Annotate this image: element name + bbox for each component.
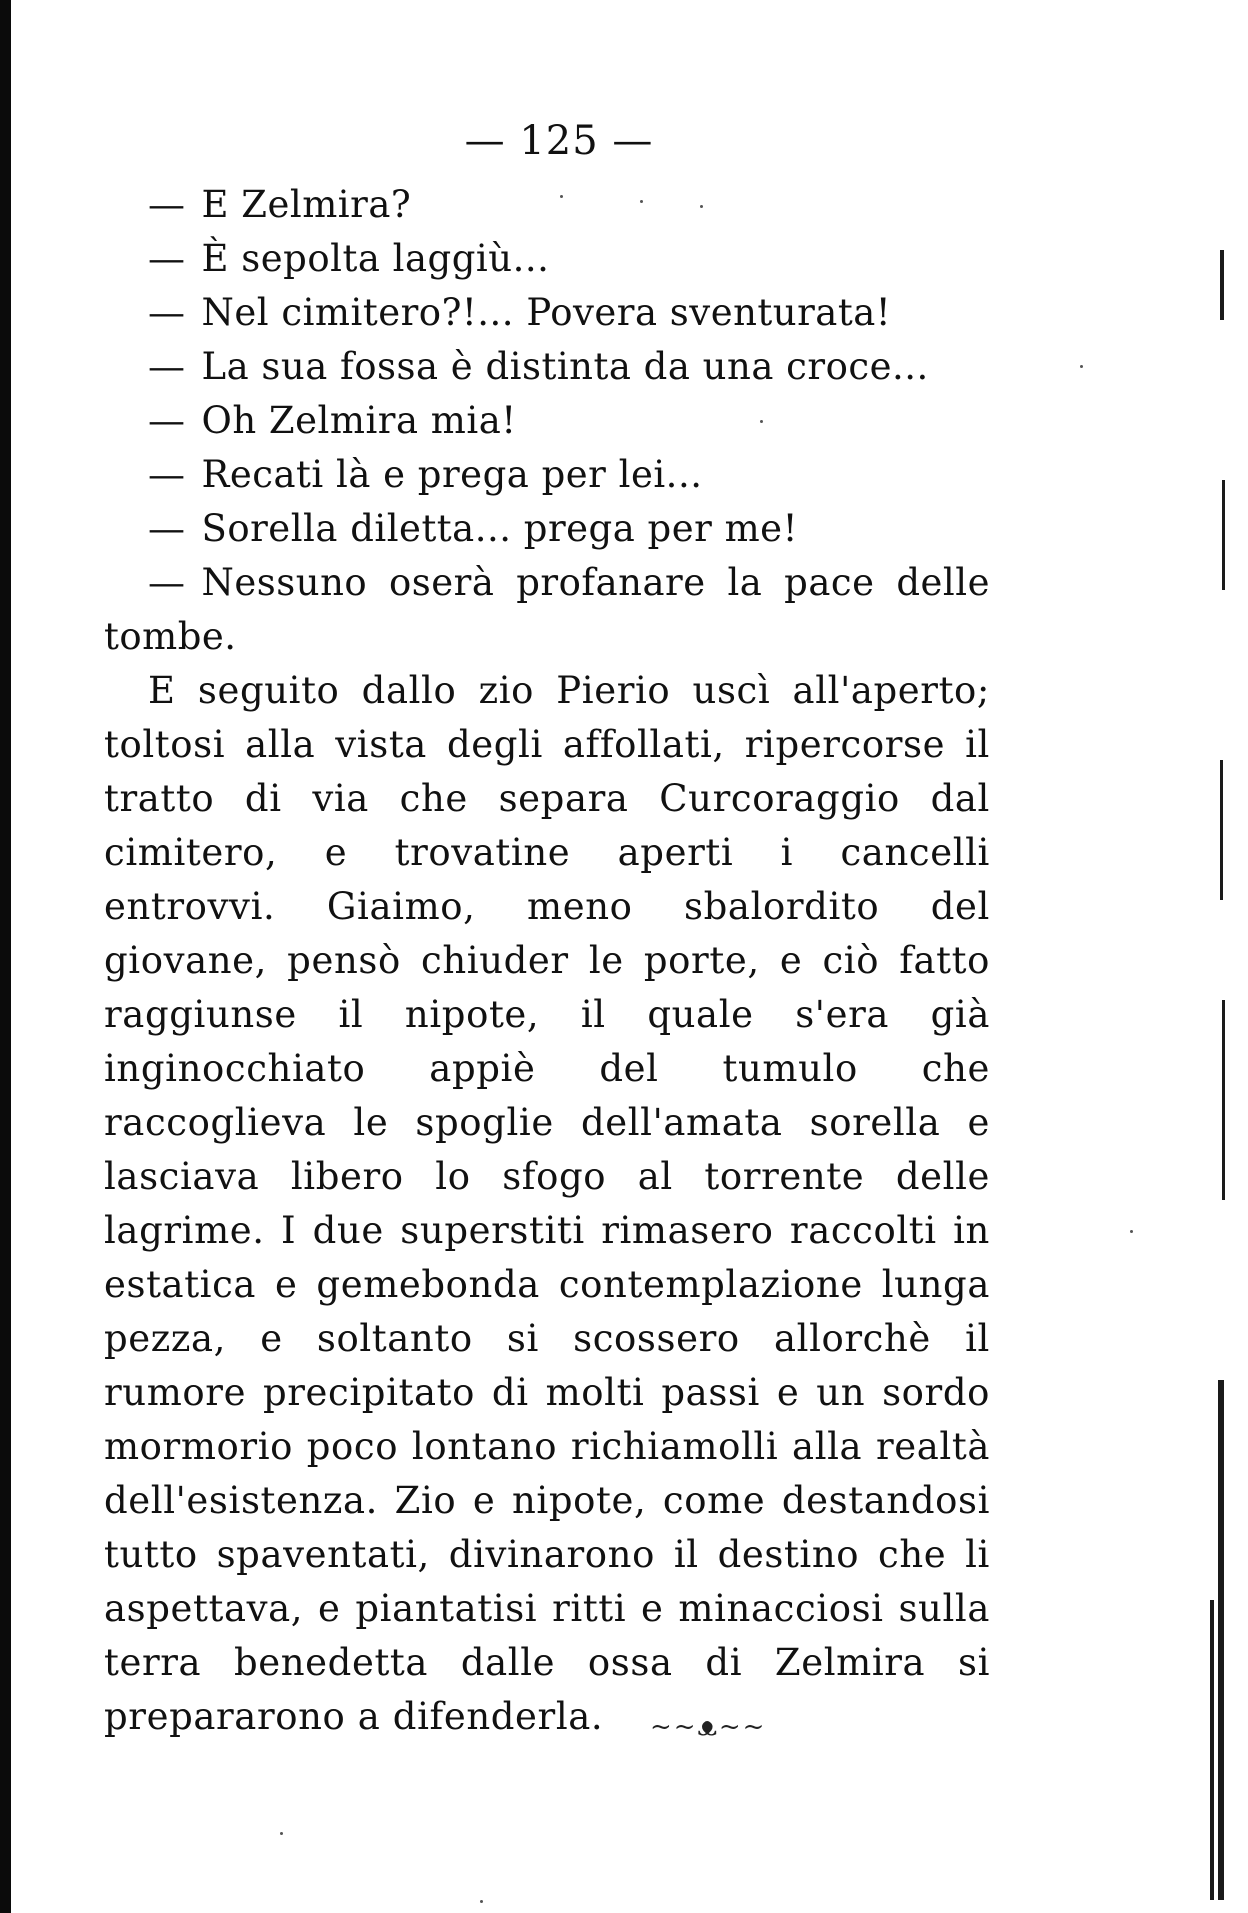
dialogue-line <box>104 232 990 286</box>
dialogue-line <box>104 178 990 232</box>
ink-speck <box>280 1832 283 1835</box>
dialogue-text: È sepolta laggiù... <box>201 237 550 280</box>
page-edge-mark <box>1222 480 1225 590</box>
dialogue-text: Sorella diletta... prega per me! <box>201 507 798 550</box>
page-edge-mark <box>1220 250 1224 320</box>
ink-speck <box>480 1900 483 1903</box>
dialogue-text: Oh Zelmira mia! <box>201 399 517 442</box>
end-ornament: ~~ᴥ~~ <box>650 1712 767 1742</box>
dialogue-dash: — <box>148 183 186 226</box>
dialogue-line <box>104 448 990 502</box>
dialogue-text: E Zelmira? <box>201 183 412 226</box>
dialogue-text: Recati là e prega per lei... <box>201 453 703 496</box>
page-edge-mark <box>1222 1000 1225 1200</box>
dialogue-dash: — <box>148 291 186 334</box>
dialogue-continuation: tombe. <box>104 615 237 658</box>
ink-speck <box>1080 365 1083 368</box>
dialogue-text: La sua fossa è distinta da una croce... <box>201 345 929 388</box>
ink-speck <box>1130 1230 1133 1233</box>
body-paragraph: E seguito dallo zio Pierio uscì all'aperto; toltosi alla vista degli affollati, ripercorse il tratto di via che separa Curcoraggio dal cimitero, e trovatine aperti i cancelli entrovvi. Giaimo, meno sbalordito del giovane, pensò chiuder le porte, e ciò fatto raggiunse il nipote, il quale s'era già inginocchiato appiè del tumulo che raccoglieva le spoglie dell'amata sorella e lasciava libero lo sfogo al torrente delle lagrime. I due superstiti rimasero raccolti in estatica e gemebonda contemplazione lunga pezza, e soltanto si scossero allorchè il rumore precipitato di molti passi e un sordo mormorio poco lontano richiamolli alla realtà dell'esistenza. Zio e nipote, come destandosi tutto spaventati, divinarono il destino che li aspettava, e piantatisi ritti e minacciosi sulla terra benedetta dalle ossa di Zelmira si prepararono a difenderla. <box>104 669 990 1738</box>
dialogue-dash: — <box>148 507 186 550</box>
binding-edge <box>0 0 11 1913</box>
dialogue-dash: — <box>148 561 186 604</box>
dialogue-dash: — <box>148 399 186 442</box>
dialogue-line <box>104 394 990 448</box>
page-edge-mark <box>1220 760 1223 900</box>
page-edge-mark <box>1210 1600 1214 1900</box>
page-text <box>104 178 990 1744</box>
dialogue-line <box>104 502 990 556</box>
dialogue-line <box>104 340 990 394</box>
dialogue-first-line <box>148 556 990 610</box>
dialogue-dash: — <box>148 237 186 280</box>
dialogue-dash: — <box>148 345 186 388</box>
dialogue-line <box>104 286 990 340</box>
dialogue-text: Nessuno oserà profanare la pace delle <box>201 561 990 604</box>
dialogue-dash: — <box>148 453 186 496</box>
dialogue-text: Nel cimitero?!... Povera sventurata! <box>201 291 892 334</box>
page-edge-mark <box>1218 1380 1224 1900</box>
dialogue-line-wrapped <box>104 556 990 664</box>
page-number: — 125 — <box>464 118 654 164</box>
